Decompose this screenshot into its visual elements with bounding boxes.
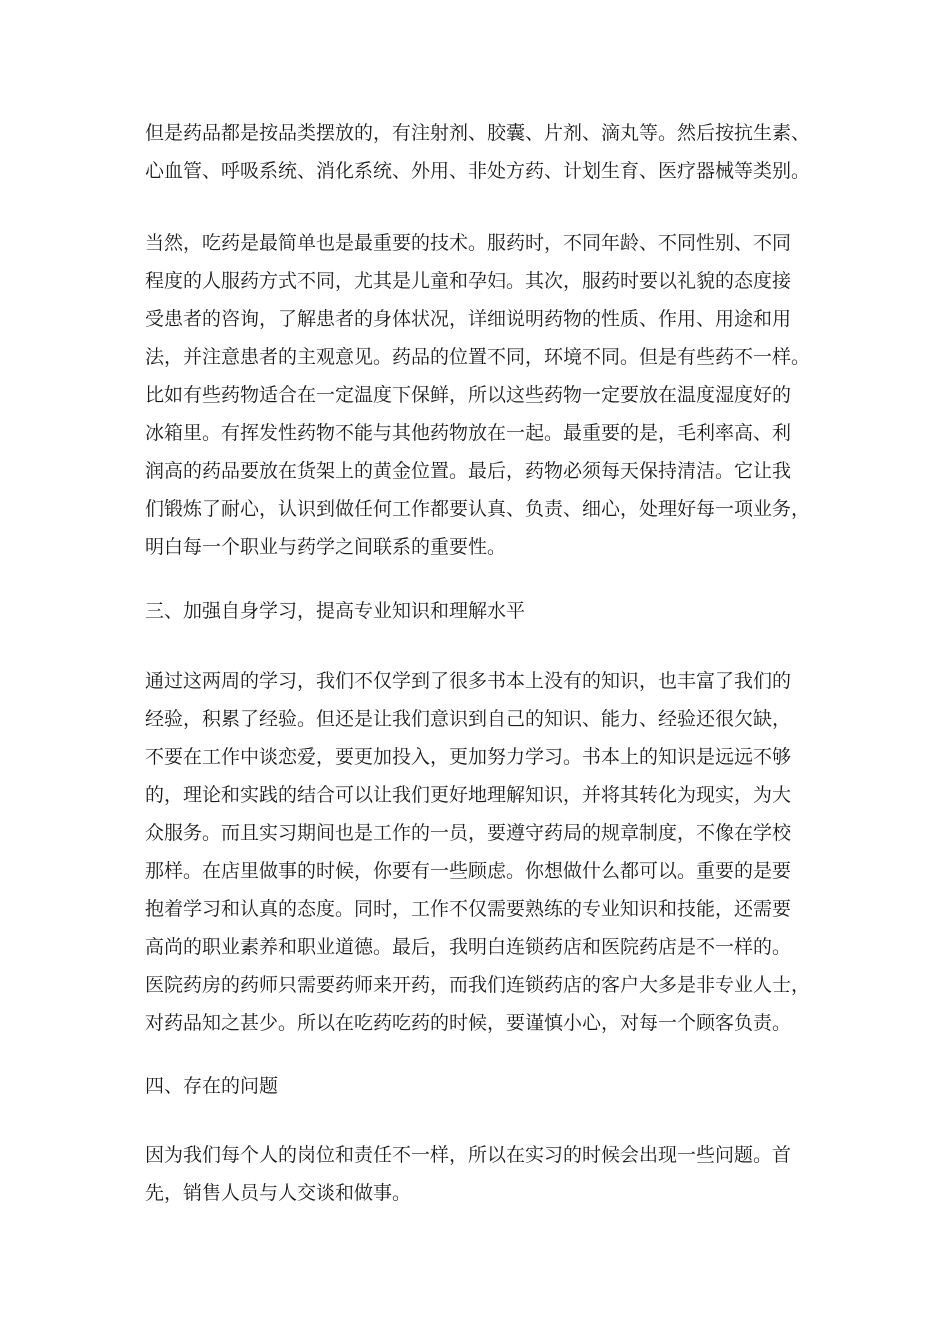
text-line: 受患者的咨询，了解患者的身体状况，详细说明药物的性质、作用、用途和用 (145, 308, 792, 330)
text-line: 明白每一个职业与药学之间联系的重要性。 (145, 536, 507, 558)
section-heading-3 (145, 592, 810, 630)
text-line: 因为我们每个人的岗位和责任不一样，所以在实习的时候会出现一些问题。首 (145, 1144, 792, 1166)
text-line: 当然，吃药是最简单也是最重要的技术。服药时，不同年龄、不同性别、不同 (145, 232, 792, 254)
text-line: 的，理论和实践的结合可以让我们更好地理解知识，并将其转化为现实，为大 (145, 784, 792, 806)
text-line: 法，并注意患者的主观意见。药品的位置不同，环境不同。但是有些药不一样。 (145, 346, 811, 368)
text-line: 程度的人服药方式不同，尤其是儿童和孕妇。其次，服药时要以礼貌的态度接 (145, 270, 792, 292)
heading-line: 三、加强自身学习，提高专业知识和理解水平 (145, 600, 526, 622)
paragraph-drug-storage (145, 114, 810, 190)
text-line: 冰箱里。有挥发性药物不能与其他药物放在一起。最重要的是，毛利率高、利 (145, 422, 792, 444)
text-line: 对药品知之甚少。所以在吃药吃药的时候，要谨慎小心，对每一个顾客负责。 (145, 1012, 792, 1034)
text-line: 那样。在店里做事的时候，你要有一些顾虑。你想做什么都可以。重要的是要 (145, 860, 792, 882)
text-line: 高尚的职业素养和职业道德。最后，我明白连锁药店和医院药店是不一样的。 (145, 936, 792, 958)
text-line: 先，销售人员与人交谈和做事。 (145, 1182, 412, 1204)
text-line: 通过这两周的学习，我们不仅学到了很多书本上没有的知识，也丰富了我们的 (145, 670, 792, 692)
text-line: 但是药品都是按品类摆放的，有注射剂、胶囊、片剂、滴丸等。然后按抗生素、 (145, 122, 811, 144)
text-line: 比如有些药物适合在一定温度下保鲜，所以这些药物一定要放在温度湿度好的 (145, 384, 792, 406)
paragraph-self-study (145, 662, 810, 1042)
text-line: 众服务。而且实习期间也是工作的一员，要遵守药局的规章制度，不像在学校 (145, 822, 792, 844)
text-line: 不要在工作中谈恋爱，要更加投入，更加努力学习。书本上的知识是远远不够 (145, 746, 792, 768)
text-line: 医院药房的药师只需要药师来开药，而我们连锁药店的客户大多是非专业人士， (145, 974, 811, 996)
text-line: 润高的药品要放在货架上的黄金位置。最后，药物必须每天保持清洁。它让我 (145, 460, 792, 482)
text-line: 们锻炼了耐心，认识到做任何工作都要认真、负责、细心，处理好每一项业务， (145, 498, 811, 520)
paragraph-problems (145, 1136, 810, 1212)
heading-line: 四、存在的问题 (145, 1075, 279, 1097)
text-line: 心血管、呼吸系统、消化系统、外用、非处方药、计划生育、医疗器械等类别。 (145, 160, 811, 182)
text-line: 经验，积累了经验。但还是让我们意识到自己的知识、能力、经验还很欠缺， (145, 708, 792, 730)
text-line: 抱着学习和认真的态度。同时，工作不仅需要熟练的专业知识和技能，还需要 (145, 898, 792, 920)
section-heading-4 (145, 1067, 810, 1105)
paragraph-medication-technique (145, 224, 810, 566)
